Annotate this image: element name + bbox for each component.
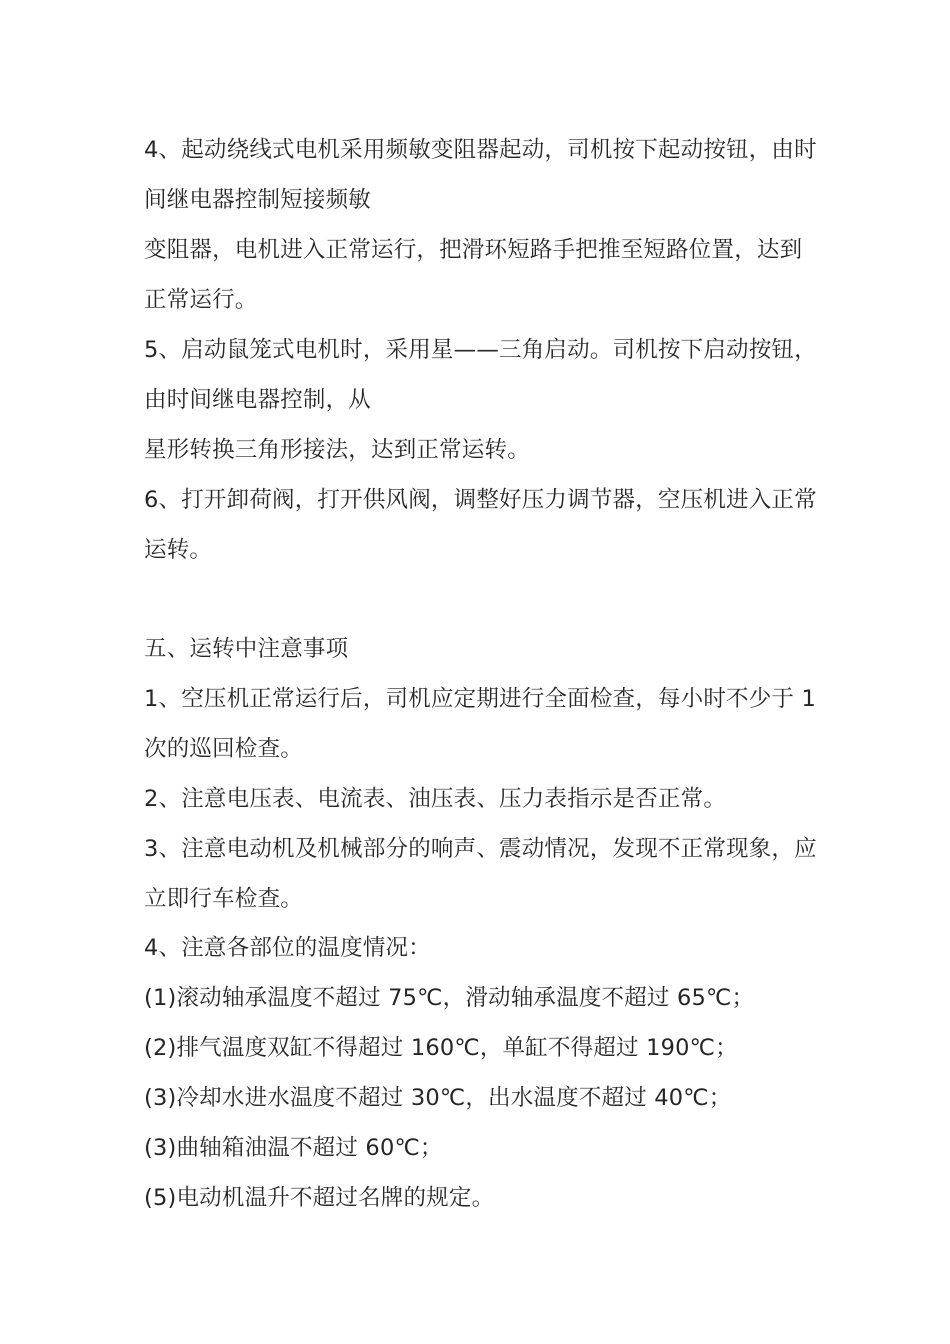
paragraph-line: 6、打开卸荷阀，打开供风阀，调整好压力调节器，空压机进入正常 (144, 487, 817, 513)
paragraph-line: 1、空压机正常运行后，司机应定期进行全面检查，每小时不少于 1 (144, 686, 816, 712)
paragraph-line: 变阻器，电机进入正常运行，把滑环短路手把推至短路位置，达到 (144, 237, 803, 263)
list-item: (3)曲轴箱油温不超过 60℃； (144, 1135, 443, 1161)
section-heading: 五、运转中注意事项 (144, 636, 349, 662)
list-item: (2)排气温度双缸不得超过 160℃，单缸不得超过 190℃； (144, 1035, 738, 1061)
paragraph-line: 4、起动绕线式电机采用频敏变阻器起动，司机按下起动按钮，由时 (144, 137, 817, 163)
list-item: (3)冷却水进水温度不超过 30℃，出水温度不超过 40℃； (144, 1085, 732, 1111)
paragraph-line: 4、注意各部位的温度情况： (144, 935, 431, 961)
paragraph-line: 次的巡回检查。 (144, 736, 303, 762)
paragraph-line: 立即行车检查。 (144, 886, 303, 912)
paragraph-line: 由时间继电器控制，从 (144, 387, 372, 413)
paragraph-line: 5、启动鼠笼式电机时，采用星——三角启动。司机按下启动按钮， (144, 337, 817, 363)
paragraph-line: 运转。 (144, 537, 213, 563)
list-item: (1)滚动轴承温度不超过 75℃，滑动轴承温度不超过 65℃； (144, 985, 755, 1011)
paragraph-line: 星形转换三角形接法，达到正常运转。 (144, 437, 530, 463)
paragraph-line: 2、注意电压表、电流表、油压表、压力表指示是否正常。 (144, 786, 727, 812)
list-item: (5)电动机温升不超过名牌的规定。 (144, 1185, 495, 1211)
paragraph-line: 3、注意电动机及机械部分的响声、震动情况，发现不正常现象，应 (144, 836, 817, 862)
paragraph-line: 间继电器控制短接频敏 (144, 187, 372, 213)
paragraph-line: 正常运行。 (144, 287, 258, 313)
